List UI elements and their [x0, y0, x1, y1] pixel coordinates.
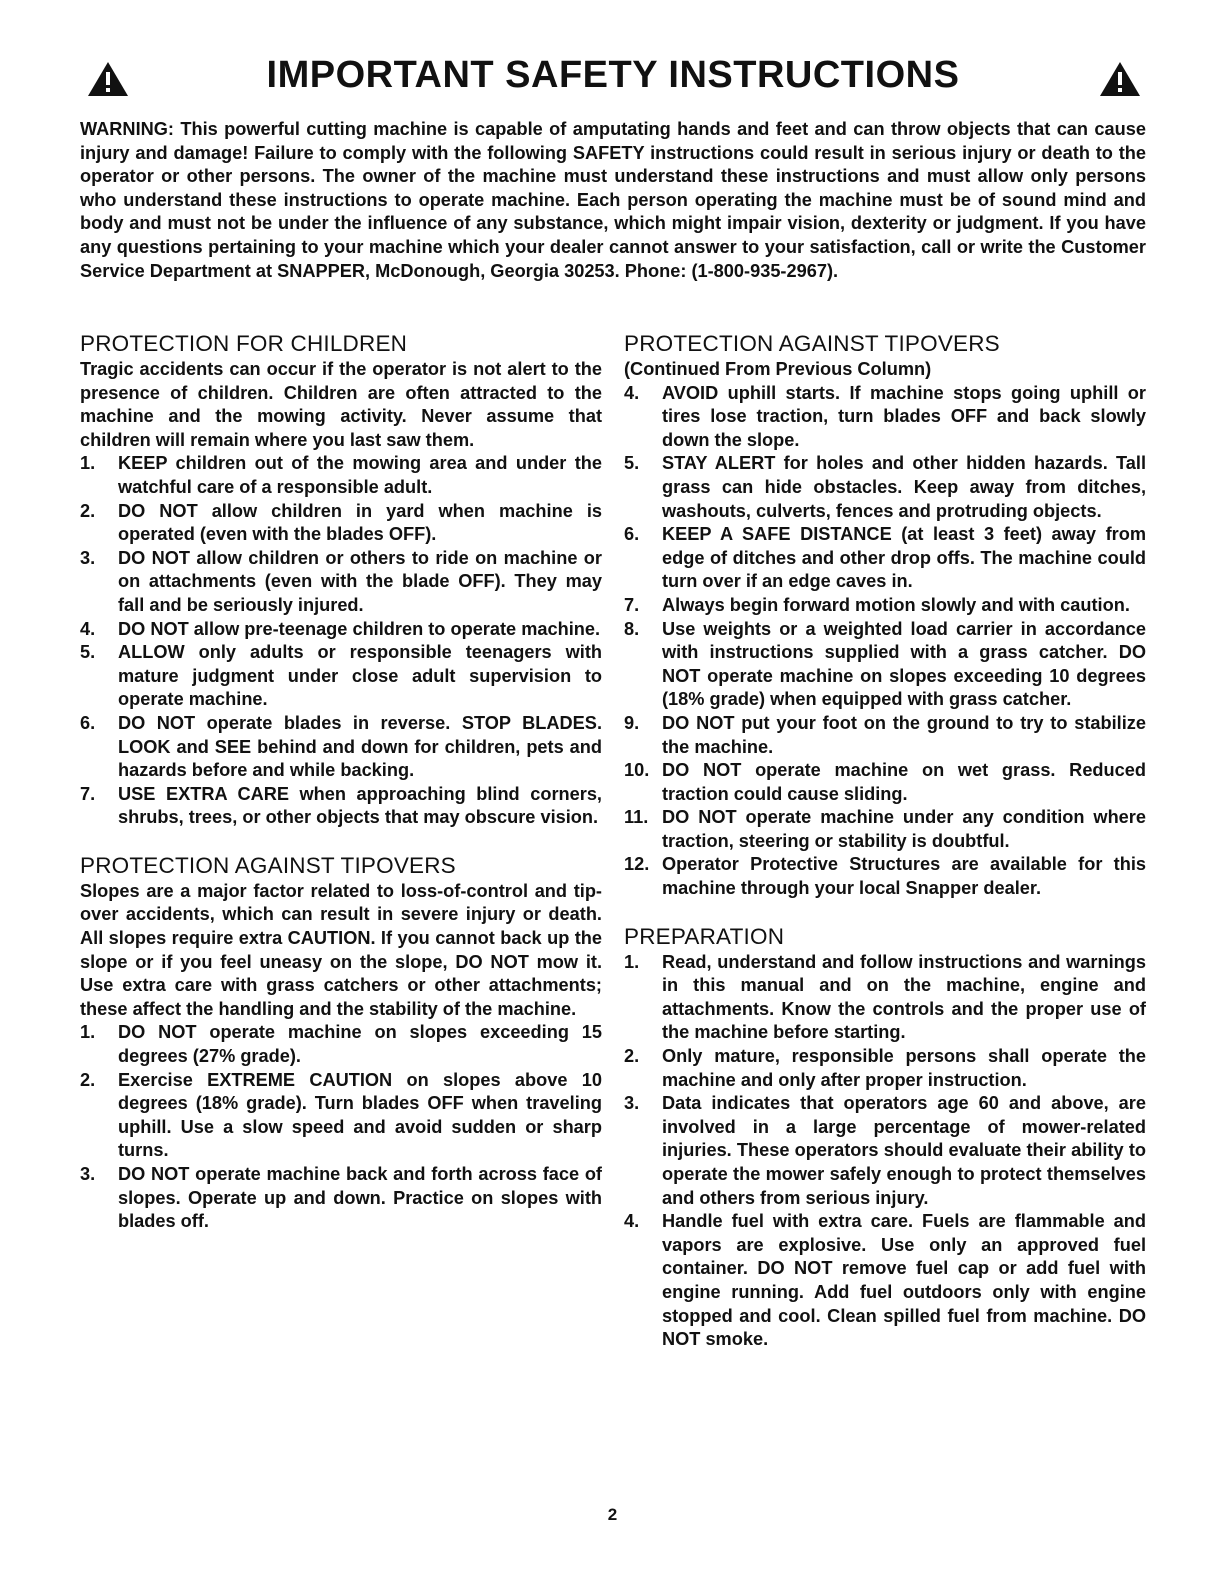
- item-text: KEEP A SAFE DISTANCE (at least 3 feet) away from edge of ditches and other drop offs. The machine could turn over if an edge caves in.: [662, 524, 1146, 592]
- numbered-list: [624, 951, 1146, 1352]
- numbered-list: [624, 382, 1146, 901]
- list-item: [624, 853, 1146, 900]
- item-text: AVOID uphill starts. If machine stops going uphill or tires lose traction, turn blades OFF and back slowly down the slope.: [662, 382, 1146, 450]
- warning-triangle-icon: [1098, 60, 1142, 98]
- item-number: 6.: [80, 712, 96, 733]
- page-number: 2: [607, 1505, 618, 1524]
- item-number: 7.: [80, 783, 96, 804]
- list-item: [624, 523, 1146, 594]
- section-title: PROTECTION AGAINST TIPOVERS: [624, 331, 1000, 356]
- item-number: 2.: [624, 1046, 640, 1067]
- numbered-list: [80, 452, 602, 830]
- section-intro: Tragic accidents can occur if the operator is not alert to the presence of children. Children are often attracted to the machine and the mowing activity. Never assume that children will remain where you last saw them.: [80, 359, 602, 450]
- item-text: Operator Protective Structures are available for this machine through your local Snapper dealer.: [662, 854, 1146, 899]
- item-number: 4.: [624, 1211, 640, 1232]
- list-item: [80, 1069, 602, 1163]
- section-protection-against-tipovers-continued: [624, 330, 1146, 901]
- list-item: [80, 783, 602, 830]
- page-header: [80, 52, 1146, 102]
- list-item: [624, 1092, 1146, 1210]
- page-title: IMPORTANT SAFETY INSTRUCTIONS: [266, 54, 960, 96]
- item-number: 4.: [80, 618, 96, 639]
- item-number: 1.: [80, 1022, 96, 1043]
- list-item: [624, 806, 1146, 853]
- right-column: [624, 330, 1146, 1374]
- list-item: [624, 618, 1146, 712]
- item-number: 1.: [80, 453, 96, 474]
- item-number: 9.: [624, 712, 640, 733]
- list-item: [80, 712, 602, 783]
- item-number: 5.: [624, 453, 640, 474]
- list-item: [624, 951, 1146, 1045]
- list-item: [80, 452, 602, 499]
- section-protection-for-children: [80, 330, 602, 830]
- list-item: [624, 1210, 1146, 1352]
- item-text: DO NOT allow children or others to ride on machine or on attachments (even with the blade OFF). They may fall and be seriously injured.: [118, 547, 602, 615]
- item-number: 2.: [80, 1069, 96, 1090]
- item-text: Handle fuel with extra care. Fuels are flammable and vapors are explosive. Use only an approved fuel container. DO NOT remove fuel cap or add fuel with engine running. Add fuel outdoors only with engine stopped and cool. Clean spilled fuel from machine. DO NOT smoke.: [662, 1211, 1146, 1350]
- item-number: 6.: [624, 524, 640, 545]
- item-number: 7.: [624, 594, 640, 615]
- list-item: [624, 759, 1146, 806]
- list-item: [80, 1021, 602, 1068]
- list-item: [624, 1045, 1146, 1092]
- item-number: 3.: [80, 1164, 96, 1184]
- list-item: [80, 641, 602, 712]
- item-number: 4.: [624, 382, 640, 403]
- list-item: [624, 452, 1146, 523]
- item-number: 3.: [80, 547, 96, 568]
- section-preparation: [624, 923, 1146, 1352]
- item-text: USE EXTRA CARE when approaching blind corners, shrubs, trees, or other objects that may obscure vision.: [118, 783, 602, 828]
- item-number: 3.: [624, 1093, 640, 1114]
- section-protection-against-tipovers: [80, 852, 602, 1234]
- item-text: Exercise EXTREME CAUTION on slopes above 10 degrees (18% grade). Turn blades OFF when traveling uphill. Use a slow speed and avoid sudden or sharp turns.: [118, 1069, 602, 1161]
- section-title: PROTECTION FOR CHILDREN: [80, 331, 408, 356]
- item-number: 12.: [624, 854, 650, 875]
- item-text: Data indicates that operators age 60 and above, are involved in a large percentage of mower-related injuries. These operators should evaluate their ability to operate the mower safely enough to protect themselves and others from serious injury.: [662, 1093, 1146, 1208]
- item-text: STAY ALERT for holes and other hidden hazards. Tall grass can hide obstacles. Keep away from ditches, washouts, culverts, fences and protruding objects.: [662, 453, 1146, 521]
- item-text: DO NOT allow children in yard when machine is operated (even with the blades OFF).: [118, 500, 602, 545]
- item-text: DO NOT operate machine on wet grass. Reduced traction could cause sliding.: [662, 760, 1146, 804]
- section-subtitle: (Continued From Previous Column): [624, 359, 932, 379]
- item-text: Always begin forward motion slowly and with caution.: [662, 594, 1130, 615]
- item-text: DO NOT operate blades in reverse. STOP BLADES. LOOK and SEE behind and down for children, pets and hazards before and while backing.: [118, 712, 602, 781]
- warning-paragraph: WARNING: This powerful cutting machine is capable of amputating hands and feet and can throw objects that can cause injury and damage! Failure to comply with the following SAFETY instructions could result in serious injury or death to the operator or other persons. The owner of the machine must understand these instructions and must allow only persons who understand these instructions to operate machine. Each person operating the machine must be of sound mind and body and must not be under the influence of any substance, which might impair vision, dexterity or judgment. If you have any questions pertaining to your machine which your dealer cannot answer to your satisfaction, call or write the Customer Service Department at SNAPPER, McDonough, Georgia 30253. Phone: (1-800-935-2967).: [80, 119, 1146, 281]
- list-item: [624, 382, 1146, 453]
- list-item: [80, 547, 602, 618]
- item-text: DO NOT allow pre-teenage children to operate machine.: [118, 618, 601, 639]
- item-text: DO NOT operate machine under any condition where traction, steering or stability is doubtful.: [662, 807, 1146, 851]
- item-text: ALLOW only adults or responsible teenagers with mature judgment under close adult supervision to operate machine.: [118, 642, 602, 710]
- item-text: DO NOT operate machine on slopes exceeding 15 degrees (27% grade).: [118, 1022, 602, 1067]
- item-text: Read, understand and follow instructions and warnings in this manual and on the machine, engine and attachments. Know the controls and the proper use of the machine before starting.: [662, 951, 1146, 1043]
- list-item: [624, 712, 1146, 759]
- list-item: [80, 618, 602, 642]
- numbered-list: [80, 1021, 602, 1233]
- item-text: Use weights or a weighted load carrier in accordance with instructions supplied with a grass catcher. DO NOT operate machine on slopes exceeding 10 degrees (18% grade) when equipped with grass catcher.: [662, 618, 1146, 710]
- left-column: [80, 330, 602, 1256]
- list-item: [624, 594, 1146, 618]
- section-title: PREPARATION: [624, 923, 785, 949]
- item-number: 1.: [624, 951, 640, 972]
- item-text: DO NOT put your foot on the ground to try to stabilize the machine.: [662, 712, 1146, 757]
- section-intro: Slopes are a major factor related to loss-of-control and tip-over accidents, which can result in severe injury or death. All slopes require extra CAUTION. If you cannot back up the slope or if you feel uneasy on the slope, DO NOT mow it. Use extra care with grass catchers or other attachments; these affect the handling and the stability of the machine.: [80, 880, 602, 1019]
- item-number: 8.: [624, 618, 640, 639]
- item-text: DO NOT operate machine back and forth across face of slopes. Operate up and down. Practice on slopes with blades off.: [118, 1164, 602, 1232]
- list-item: [80, 500, 602, 547]
- item-number: 11.: [624, 807, 649, 828]
- item-number: 10.: [624, 760, 650, 781]
- list-item: [80, 1163, 602, 1234]
- item-text: Only mature, responsible persons shall operate the machine and only after proper instruction.: [662, 1046, 1146, 1090]
- item-text: KEEP children out of the mowing area and under the watchful care of a responsible adult.: [118, 453, 602, 497]
- item-number: 5.: [80, 642, 96, 663]
- section-title: PROTECTION AGAINST TIPOVERS: [80, 852, 456, 878]
- item-number: 2.: [80, 500, 96, 521]
